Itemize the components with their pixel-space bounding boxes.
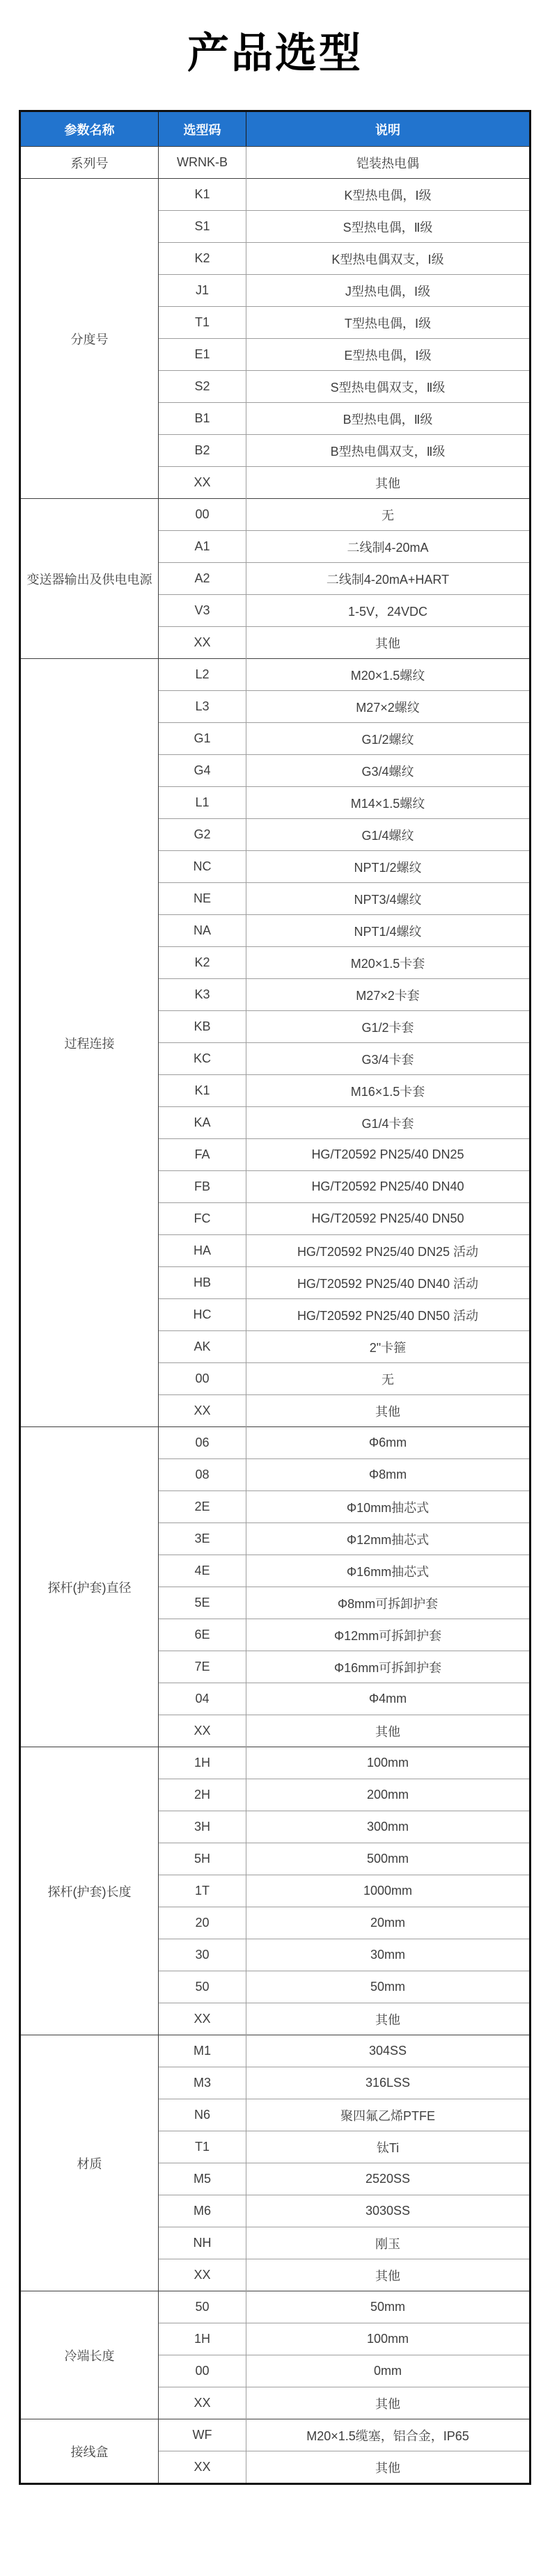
- selection-code-cell: XX: [159, 1715, 246, 1747]
- selection-code-cell: 30: [159, 1939, 246, 1971]
- selection-code-cell: V3: [159, 595, 246, 627]
- description-cell: 200mm: [246, 1779, 531, 1811]
- param-name-cell: 接线盒: [20, 2419, 159, 2484]
- table-row: [20, 1427, 531, 1459]
- selection-code-cell: S1: [159, 211, 246, 243]
- description-cell: HG/T20592 PN25/40 DN40: [246, 1171, 531, 1203]
- selection-code-cell: KC: [159, 1043, 246, 1075]
- description-cell: HG/T20592 PN25/40 DN25 活动: [246, 1235, 531, 1267]
- selection-code-cell: K3: [159, 979, 246, 1011]
- selection-code-cell: T1: [159, 307, 246, 339]
- selection-code-cell: NC: [159, 851, 246, 883]
- product-selection-table: [19, 110, 531, 2485]
- description-cell: HG/T20592 PN25/40 DN50 活动: [246, 1299, 531, 1331]
- selection-code-cell: NE: [159, 883, 246, 915]
- selection-code-cell: 2E: [159, 1491, 246, 1523]
- selection-code-cell: XX: [159, 467, 246, 499]
- table-body: [20, 147, 531, 2484]
- selection-code-cell: 3H: [159, 1811, 246, 1843]
- description-cell: M16×1.5卡套: [246, 1075, 531, 1107]
- selection-code-cell: NA: [159, 915, 246, 947]
- description-cell: 30mm: [246, 1939, 531, 1971]
- selection-code-cell: FA: [159, 1139, 246, 1171]
- selection-code-cell: K1: [159, 1075, 246, 1107]
- selection-code-cell: HC: [159, 1299, 246, 1331]
- selection-code-cell: 5E: [159, 1587, 246, 1619]
- table-row: [20, 179, 531, 211]
- selection-code-cell: 06: [159, 1427, 246, 1459]
- description-cell: NPT1/2螺纹: [246, 851, 531, 883]
- param-name-cell: 探杆(护套)直径: [20, 1427, 159, 1747]
- selection-code-cell: 1H: [159, 2323, 246, 2355]
- selection-code-cell: KB: [159, 1011, 246, 1043]
- description-cell: G1/4螺纹: [246, 819, 531, 851]
- selection-code-cell: XX: [159, 627, 246, 659]
- selection-code-cell: 4E: [159, 1555, 246, 1587]
- selection-code-cell: 00: [159, 2355, 246, 2387]
- selection-code-cell: 5H: [159, 1843, 246, 1875]
- table-row: [20, 2419, 531, 2451]
- description-cell: Φ6mm: [246, 1427, 531, 1459]
- selection-code-cell: 20: [159, 1907, 246, 1939]
- description-cell: M27×2卡套: [246, 979, 531, 1011]
- description-cell: 300mm: [246, 1811, 531, 1843]
- table-row: [20, 659, 531, 691]
- description-cell: M14×1.5螺纹: [246, 787, 531, 819]
- description-cell: 其他: [246, 2259, 531, 2291]
- selection-code-cell: T1: [159, 2131, 246, 2163]
- description-cell: 铠装热电偶: [246, 147, 531, 179]
- description-cell: 316LSS: [246, 2067, 531, 2099]
- selection-code-cell: K2: [159, 243, 246, 275]
- description-cell: HG/T20592 PN25/40 DN40 活动: [246, 1267, 531, 1299]
- description-cell: T型热电偶，Ⅰ级: [246, 307, 531, 339]
- description-cell: 无: [246, 499, 531, 531]
- description-cell: 1-5V，24VDC: [246, 595, 531, 627]
- selection-code-cell: K1: [159, 179, 246, 211]
- description-cell: Φ10mm抽芯式: [246, 1491, 531, 1523]
- description-cell: B型热电偶，Ⅱ级: [246, 403, 531, 435]
- selection-code-cell: L3: [159, 691, 246, 723]
- description-cell: S型热电偶，Ⅱ级: [246, 211, 531, 243]
- description-cell: 50mm: [246, 2291, 531, 2323]
- selection-code-cell: 50: [159, 1971, 246, 2003]
- description-cell: 100mm: [246, 1747, 531, 1779]
- selection-code-cell: B2: [159, 435, 246, 467]
- description-cell: 其他: [246, 2451, 531, 2484]
- description-cell: 无: [246, 1363, 531, 1395]
- selection-code-cell: 2H: [159, 1779, 246, 1811]
- description-cell: G1/4卡套: [246, 1107, 531, 1139]
- description-cell: 0mm: [246, 2355, 531, 2387]
- description-cell: 其他: [246, 1395, 531, 1427]
- selection-code-cell: 00: [159, 499, 246, 531]
- description-cell: Φ12mm抽芯式: [246, 1523, 531, 1555]
- selection-code-cell: 50: [159, 2291, 246, 2323]
- description-cell: Φ16mm可拆卸护套: [246, 1651, 531, 1683]
- description-cell: 50mm: [246, 1971, 531, 2003]
- description-cell: M20×1.5卡套: [246, 947, 531, 979]
- description-cell: HG/T20592 PN25/40 DN50: [246, 1203, 531, 1235]
- description-cell: M27×2螺纹: [246, 691, 531, 723]
- selection-code-cell: XX: [159, 2451, 246, 2484]
- description-cell: G3/4卡套: [246, 1043, 531, 1075]
- selection-code-cell: 1H: [159, 1747, 246, 1779]
- selection-code-cell: 08: [159, 1459, 246, 1491]
- selection-code-cell: FB: [159, 1171, 246, 1203]
- description-cell: J型热电偶，Ⅰ级: [246, 275, 531, 307]
- description-cell: HG/T20592 PN25/40 DN25: [246, 1139, 531, 1171]
- description-cell: 刚玉: [246, 2227, 531, 2259]
- description-cell: 304SS: [246, 2035, 531, 2067]
- param-name-cell: 分度号: [20, 179, 159, 499]
- param-name-cell: 系列号: [20, 147, 159, 179]
- description-cell: 钛Ti: [246, 2131, 531, 2163]
- selection-code-cell: XX: [159, 2259, 246, 2291]
- description-cell: 其他: [246, 2387, 531, 2419]
- selection-code-cell: XX: [159, 2003, 246, 2035]
- selection-code-cell: 1T: [159, 1875, 246, 1907]
- selection-code-cell: 04: [159, 1683, 246, 1715]
- selection-code-cell: G2: [159, 819, 246, 851]
- description-cell: K型热电偶双支，Ⅰ级: [246, 243, 531, 275]
- param-name-cell: 探杆(护套)长度: [20, 1747, 159, 2035]
- description-cell: S型热电偶双支，Ⅱ级: [246, 371, 531, 403]
- description-cell: M20×1.5螺纹: [246, 659, 531, 691]
- description-cell: NPT1/4螺纹: [246, 915, 531, 947]
- description-cell: NPT3/4螺纹: [246, 883, 531, 915]
- selection-code-cell: 00: [159, 1363, 246, 1395]
- selection-code-cell: A1: [159, 531, 246, 563]
- param-name-cell: 冷端长度: [20, 2291, 159, 2419]
- selection-code-cell: A2: [159, 563, 246, 595]
- description-cell: Φ12mm可拆卸护套: [246, 1619, 531, 1651]
- selection-code-cell: 6E: [159, 1619, 246, 1651]
- description-cell: 其他: [246, 1715, 531, 1747]
- selection-code-cell: WF: [159, 2419, 246, 2451]
- selection-code-cell: L1: [159, 787, 246, 819]
- description-cell: 500mm: [246, 1843, 531, 1875]
- description-cell: 1000mm: [246, 1875, 531, 1907]
- selection-code-cell: M6: [159, 2195, 246, 2227]
- selection-code-cell: XX: [159, 1395, 246, 1427]
- product-selection-page: [0, 31, 550, 2485]
- selection-code-cell: E1: [159, 339, 246, 371]
- description-cell: B型热电偶双支，Ⅱ级: [246, 435, 531, 467]
- table-row: [20, 147, 531, 179]
- table-row: [20, 2291, 531, 2323]
- description-cell: G1/2螺纹: [246, 723, 531, 755]
- description-cell: E型热电偶，Ⅰ级: [246, 339, 531, 371]
- table-row: [20, 1747, 531, 1779]
- description-cell: 二线制4-20mA+HART: [246, 563, 531, 595]
- description-cell: 二线制4-20mA: [246, 531, 531, 563]
- selection-code-cell: N6: [159, 2099, 246, 2131]
- selection-code-cell: S2: [159, 371, 246, 403]
- selection-code-cell: M1: [159, 2035, 246, 2067]
- selection-code-cell: M3: [159, 2067, 246, 2099]
- description-cell: 3030SS: [246, 2195, 531, 2227]
- description-cell: 其他: [246, 467, 531, 499]
- selection-code-cell: HB: [159, 1267, 246, 1299]
- selection-code-cell: K2: [159, 947, 246, 979]
- selection-code-cell: M5: [159, 2163, 246, 2195]
- page-title: 产品选型: [187, 30, 363, 77]
- selection-code-cell: NH: [159, 2227, 246, 2259]
- description-cell: 20mm: [246, 1907, 531, 1939]
- description-cell: K型热电偶，Ⅰ级: [246, 179, 531, 211]
- selection-code-cell: G1: [159, 723, 246, 755]
- selection-code-cell: 3E: [159, 1523, 246, 1555]
- header-description: 说明: [246, 111, 531, 147]
- description-cell: G3/4螺纹: [246, 755, 531, 787]
- selection-code-cell: XX: [159, 2387, 246, 2419]
- description-cell: Φ16mm抽芯式: [246, 1555, 531, 1587]
- selection-code-cell: 7E: [159, 1651, 246, 1683]
- param-name-cell: 变送器输出及供电电源: [20, 499, 159, 659]
- description-cell: 其他: [246, 2003, 531, 2035]
- selection-code-cell: WRNK-B: [159, 147, 246, 179]
- description-cell: 2"卡箍: [246, 1331, 531, 1363]
- table-row: [20, 2035, 531, 2067]
- description-cell: G1/2卡套: [246, 1011, 531, 1043]
- description-cell: Φ8mm: [246, 1459, 531, 1491]
- description-cell: Φ8mm可拆卸护套: [246, 1587, 531, 1619]
- description-cell: 聚四氟乙烯PTFE: [246, 2099, 531, 2131]
- selection-code-cell: AK: [159, 1331, 246, 1363]
- selection-code-cell: KA: [159, 1107, 246, 1139]
- header-param-name: 参数名称: [20, 111, 159, 147]
- description-cell: Φ4mm: [246, 1683, 531, 1715]
- selection-code-cell: G4: [159, 755, 246, 787]
- selection-code-cell: L2: [159, 659, 246, 691]
- table-row: [20, 499, 531, 531]
- selection-code-cell: HA: [159, 1235, 246, 1267]
- selection-code-cell: FC: [159, 1203, 246, 1235]
- selection-code-cell: J1: [159, 275, 246, 307]
- description-cell: 2520SS: [246, 2163, 531, 2195]
- table-header: [20, 111, 531, 147]
- description-cell: 其他: [246, 627, 531, 659]
- param-name-cell: 材质: [20, 2035, 159, 2291]
- description-cell: M20×1.5缆塞，铝合金，IP65: [246, 2419, 531, 2451]
- description-cell: 100mm: [246, 2323, 531, 2355]
- table-header-row: [20, 111, 531, 147]
- param-name-cell: 过程连接: [20, 659, 159, 1427]
- header-selection-code: 选型码: [159, 111, 246, 147]
- selection-code-cell: B1: [159, 403, 246, 435]
